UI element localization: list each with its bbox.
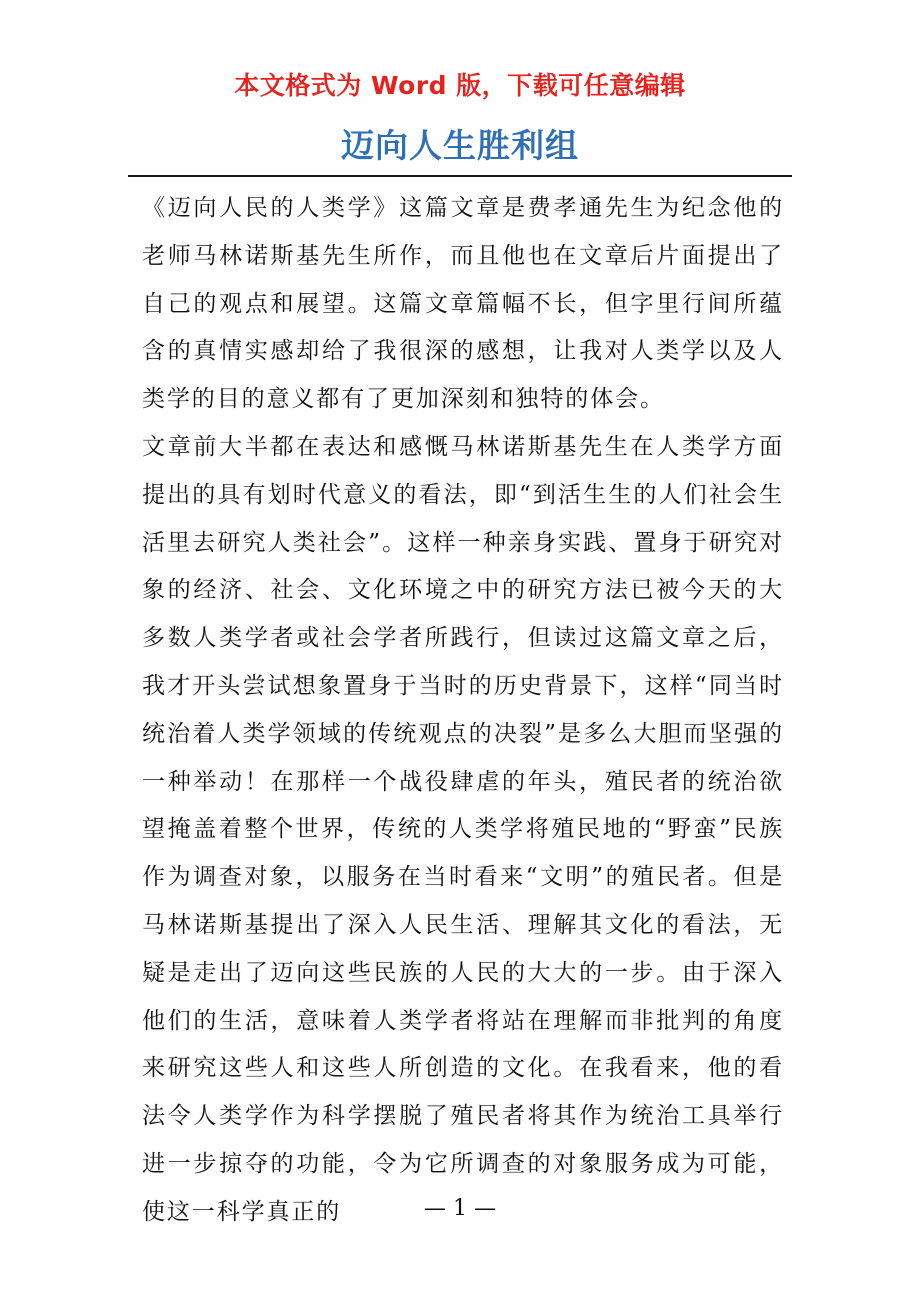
paragraph: 文章前大半都在表达和感慨马林诺斯基先生在人类学方面提出的具有划时代意义的看法，即“到活生生的人们社会生活里去研究人类社会”。这样一种亲身实践、置身于研究对象的经济、社会、文化环境之中的研究方法已被今天的大多数人类学者或社会学者所践行，但读过这篇文章之后，我才开头尝试想象置身于当时的历史背景下，这样“同当时统治着人类学领域的传统观点的决裂”是多么大胆而坚强的一种举动！在那样一个战役肆虐的年头，殖民者的统治欲望掩盖着整个世界，传统的人类学将殖民地的“野蛮”民族作为调查对象，以服务在当时看来“文明”的殖民者。但是马林诺斯基提出了深入人民生活、理解其文化的看法，无疑是走出了迈向这些民族的人民的大大的一步。由于深入他们的生活，意味着人类学者将站在理解而非批判的角度来研究这些人和这些人所创造的文化。在我看来，他的看法令人类学作为科学摆脱了殖民者将其作为统治工具举行进一步掠夺的功能，令为它所调查的对象服务成为可能，使这一科学真正的 (142, 433, 784, 1225)
document-title: 迈向人生胜利组 (341, 126, 579, 165)
title-divider (128, 175, 792, 177)
format-notice: 本文格式为 Word 版，下载可任意编辑 (234, 71, 686, 100)
paragraph: 《迈向人民的人类学》这篇文章是费孝通先生为纪念他的老师马林诺斯基先生所作，而且他也在文章后片面提出了自己的观点和展望。这篇文章篇幅不长，但字里行间所蕴含的真情实感却给了我很深的感想，让我对人类学以及人类学的目的意义都有了更加深刻和独特的体会。 (142, 195, 784, 413)
document-body (142, 185, 784, 1237)
page-number: — 1 — (424, 1196, 496, 1221)
